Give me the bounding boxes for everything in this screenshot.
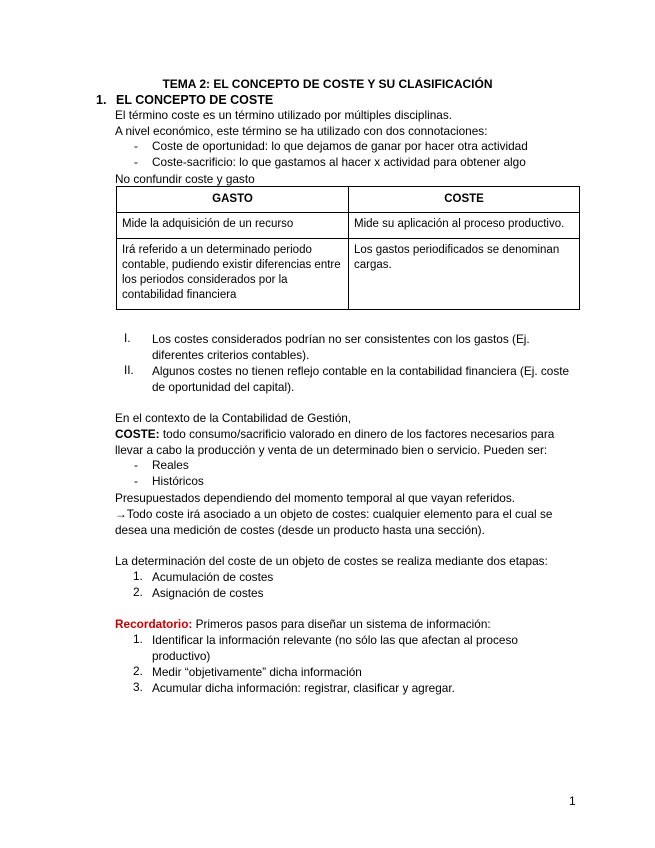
table-cell: Mide su aplicación al proceso productivo. [349,213,580,239]
coste-label: COSTE: [115,427,160,441]
roman-item-line: Los costes considerados podrían no ser consistentes con los gastos (Ej. [152,332,530,346]
table-cell: Irá referido a un determinado periodo contable, pudiendo existir diferencias entre los periodos considerados por la contabilidad financiera [117,239,349,310]
list-number: 2. [133,664,143,678]
list-number: 3. [133,680,143,694]
objeto-line-1: →Todo coste irá asociado a un objeto de costes: cualquier elemento para el cual se [115,507,553,521]
connotation-item: Coste de oportunidad: lo que dejamos de ganar por hacer otra actividad [152,139,528,153]
intro-line-1: El término coste es un término utilizado por múltiples disciplinas. [115,108,453,122]
paso-item-line: Identificar la información relevante (no sólo las que afectan al proceso [152,633,518,647]
connotation-item: Coste-sacrificio: lo que gastamos al hacer x actividad para obtener algo [152,155,526,169]
tipo-item: Históricos [152,474,204,488]
table-row [117,239,580,310]
etapa-item: Acumulación de costes [152,570,274,584]
no-confundir-text: No confundir coste y gasto [115,172,255,186]
paso-item-line: Acumular dicha información: registrar, clasificar y agregar. [152,681,455,695]
roman-marker: II. [124,363,134,377]
recordatorio-label: Recordatorio: [115,617,193,631]
bullet-dash: - [134,474,138,488]
recordatorio-line [115,616,491,632]
etapa-item: Asignación de costes [152,586,264,600]
contexto-text: En el contexto de la Contabilidad de Gestión, [115,411,352,425]
tipo-item: Reales [152,458,189,472]
section-heading [96,93,273,107]
paso-item-line: Medir “objetivamente” dicha información [152,665,362,679]
list-number: 1. [133,632,143,646]
determinacion-text: La determinación del coste de un objeto de costes se realiza mediante dos etapas: [115,554,548,568]
gasto-coste-table [116,186,580,310]
table-header-row [117,187,580,213]
table-cell: Los gastos periodificados se denominan cargas. [349,239,580,310]
recordatorio-text: Primeros pasos para diseñar un sistema de información: [192,617,491,631]
bullet-dash: - [134,155,138,169]
header-coste: COSTE [349,187,580,213]
list-number: 2. [133,585,143,599]
coste-definition-line-1 [115,426,554,442]
roman-item-line: de oportunidad del capital). [152,380,295,394]
intro-line-2: A nivel económico, este término se ha utilizado con dos connotaciones: [115,124,488,138]
table-cell: Mide la adquisición de un recurso [117,213,349,239]
roman-item-line: diferentes criterios contables). [152,348,310,362]
document-title: TEMA 2: EL CONCEPTO DE COSTE Y SU CLASIFICACIÓN [162,77,493,91]
page-number: 1 [569,794,576,808]
coste-definition-line-2: llevar a cabo la producción y venta de un determinado bien o servicio. Pueden ser: [115,443,548,457]
roman-item-line: Algunos costes no tienen reflejo contable en la contabilidad financiera (Ej. coste [152,364,570,378]
bullet-dash: - [134,458,138,472]
bullet-dash: - [134,139,138,153]
list-number: 1. [133,569,143,583]
section-number: 1. [96,93,107,107]
objeto-line-2: desea una medición de costes (desde un producto hasta una sección). [115,523,485,537]
roman-marker: I. [124,331,131,345]
coste-definition-text: todo consumo/sacrificio valorado en dinero de los factores necesarios para [159,427,555,441]
table-row [117,213,580,239]
presupuestados-text: Presupuestados dependiendo del momento temporal al que vayan referidos. [115,491,516,505]
section-title: EL CONCEPTO DE COSTE [116,93,274,107]
header-gasto: GASTO [117,187,349,213]
paso-item-line: productivo) [152,649,211,663]
